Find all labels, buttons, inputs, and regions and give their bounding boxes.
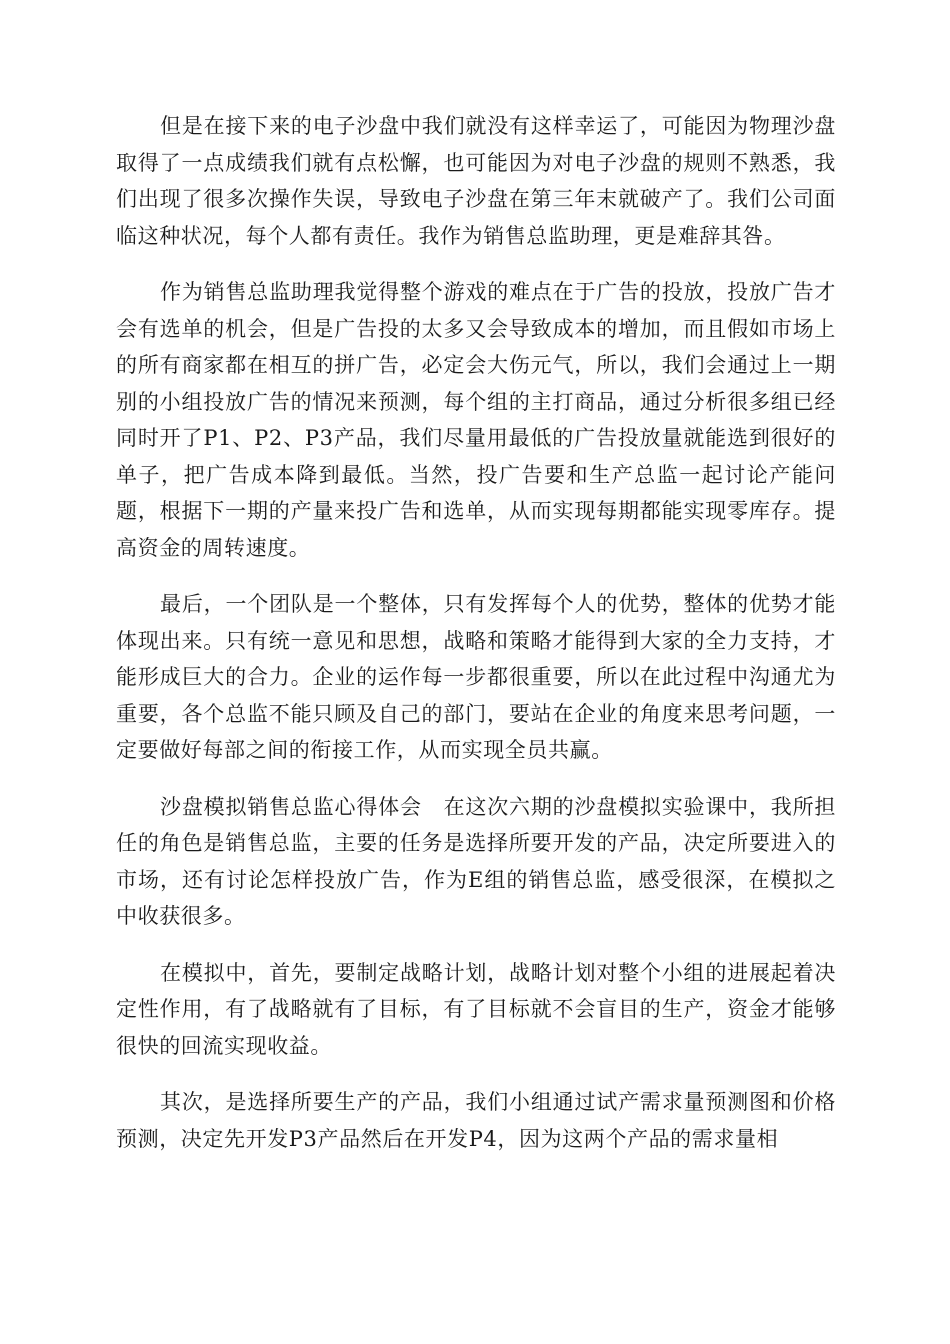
paragraph-3: 最后，一个团队是一个整体，只有发挥每个人的优势，整体的优势才能体现出来。只有统一意见和思想，战略和策略才能得到大家的全力支持，才能形成巨大的合力。企业的运作每一步都很重要，所以在此过程中沟通尤为重要，各个总监不能只顾及自己的部门，要站在企业的角度来思考问题，一定要做好每部之间的衔接工作，从而实现全员共赢。 [116,592,836,762]
paragraph-5: 在模拟中，首先，要制定战略计划，战略计划对整个小组的进展起着决定性作用，有了战略就有了目标，有了目标就不会盲目的生产，资金才能够很快的回流实现收益。 [116,960,836,1058]
document-body [116,108,836,1177]
paragraph-6: 其次，是选择所要生产的产品，我们小组通过试产需求量预测图和价格预测，决定先开发P3产品然后在开发P4，因为这两个产品的需求量相 [116,1090,836,1151]
paragraph-1: 但是在接下来的电子沙盘中我们就没有这样幸运了，可能因为物理沙盘取得了一点成绩我们就有点松懈，也可能因为对电子沙盘的规则不熟悉，我们出现了很多次操作失误，导致电子沙盘在第三年末就破产了。我们公司面临这种状况，每个人都有责任。我作为销售总监助理，更是难辞其咎。 [116,114,836,248]
paragraph-2: 作为销售总监助理我觉得整个游戏的难点在于广告的投放，投放广告才会有选单的机会，但是广告投的太多又会导致成本的增加，而且假如市场上的所有商家都在相互的拼广告，必定会大伤元气，所以，我们会通过上一期别的小组投放广告的情况来预测，每个组的主打商品，通过分析很多组已经同时开了P1、P2、P3产品，我们尽量用最低的广告投放量就能选到很好的单子，把广告成本降到最低。当然，投广告要和生产总监一起讨论产能问题，根据下一期的产量来投广告和选单，从而实现每期都能实现零库存。提高资金的周转速度。 [116,280,836,560]
paragraph-4: 沙盘模拟销售总监心得体会 在这次六期的沙盘模拟实验课中，我所担任的角色是销售总监，主要的任务是选择所要开发的产品，决定所要进入的市场，还有讨论怎样投放广告，作为E组的销售总监，感受很深，在模拟之中收获很多。 [116,794,836,928]
